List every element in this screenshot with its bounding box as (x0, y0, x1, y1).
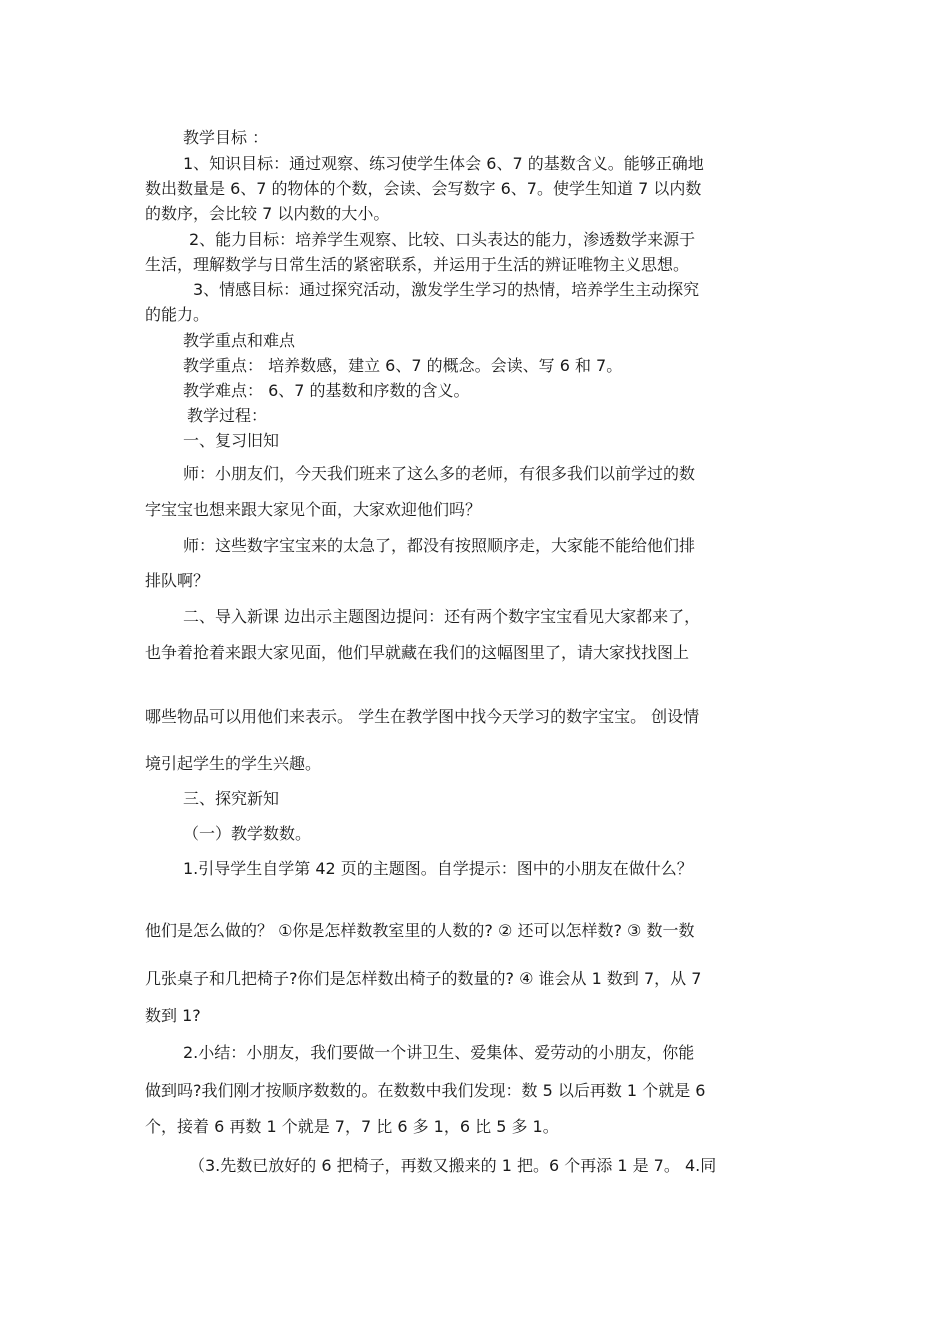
text-line: 境引起学生的学生兴趣。 (145, 754, 322, 773)
text-line: 个，接着 6 再数 1 个就是 7，7 比 6 多 1，6 比 5 多 1。 (145, 1117, 559, 1136)
text-line: 1.引导学生自学第 42 页的主题图。自学提示：图中的小朋友在做什么？ (183, 859, 693, 878)
text-line: 几张桌子和几把椅子?你们是怎样数出椅子的数量的? ④ 谁会从 1 数到 7，从 7 (145, 969, 702, 988)
text-line: 他们是怎么做的？ ①你是怎样数教室里的人数的? ② 还可以怎样数? ③ 数一数 (145, 921, 695, 940)
section-heading: 一、复习旧知 (183, 431, 280, 450)
text-line: 的数序，会比较 7 以内数的大小。 (145, 204, 390, 223)
text-line: 教学重点： 培养数感，建立 6、7 的概念。会读、写 6 和 7。 (183, 356, 623, 375)
text-line: 数出数量是 6、7 的物体的个数，会读、会写数字 6、7。使学生知道 7 以内数 (145, 179, 702, 198)
text-line: 排队啊？ (145, 571, 210, 590)
text-line: 3、情感目标：通过探究活动，激发学生学习的热情，培养学生主动探究 (193, 280, 700, 299)
text-line: 哪些物品可以用他们来表示。 学生在教学图中找今天学习的数字宝宝。 创设情 (145, 707, 700, 726)
text-line: 的能力。 (145, 305, 210, 324)
section-heading: 三、探究新知 (183, 789, 280, 808)
text-line: 师：这些数字宝宝来的太急了，都没有按照顺序走，大家能不能给他们排 (183, 536, 696, 555)
teaching-process-heading: 教学过程： (187, 406, 268, 425)
text-line: 数到 1? (145, 1006, 201, 1025)
text-line: 生活，理解数学与日常生活的紧密联系，并运用于生活的辨证唯物主义思想。 (145, 255, 690, 274)
teaching-goals-heading: 教学目标 ： (183, 128, 269, 147)
text-line: 做到吗?我们刚才按顺序数数的。在数数中我们发现：数 5 以后再数 1 个就是 6 (145, 1081, 706, 1100)
key-points-heading: 教学重点和难点 (183, 331, 296, 350)
text-line: 1、知识目标：通过观察、练习使学生体会 6、7 的基数含义。能够正确地 (183, 154, 704, 173)
text-line: 也争着抢着来跟大家见面，他们早就藏在我们的这幅图里了，请大家找找图上 (145, 643, 690, 662)
subsection-heading: （一）教学数数。 (183, 824, 312, 843)
text-line: 字宝宝也想来跟大家见个面，大家欢迎他们吗？ (145, 500, 482, 519)
text-line: 教学难点： 6、7 的基数和序数的含义。 (183, 381, 470, 400)
section-heading: 二、导入新课 边出示主题图边提问：还有两个数字宝宝看见大家都来了， (183, 607, 701, 626)
text-line: 2、能力目标：培养学生观察、比较、口头表达的能力，渗透数学来源于 (189, 230, 696, 249)
text-line: 2.小结：小朋友，我们要做一个讲卫生、爱集体、爱劳动的小朋友，你能 (183, 1043, 695, 1062)
text-line: 师：小朋友们，今天我们班来了这么多的老师，有很多我们以前学过的数 (183, 464, 696, 483)
text-line: （3.先数已放好的 6 把椅子，再数又搬来的 1 把。6 个再添 1 是 7。 4.同 (189, 1156, 717, 1175)
